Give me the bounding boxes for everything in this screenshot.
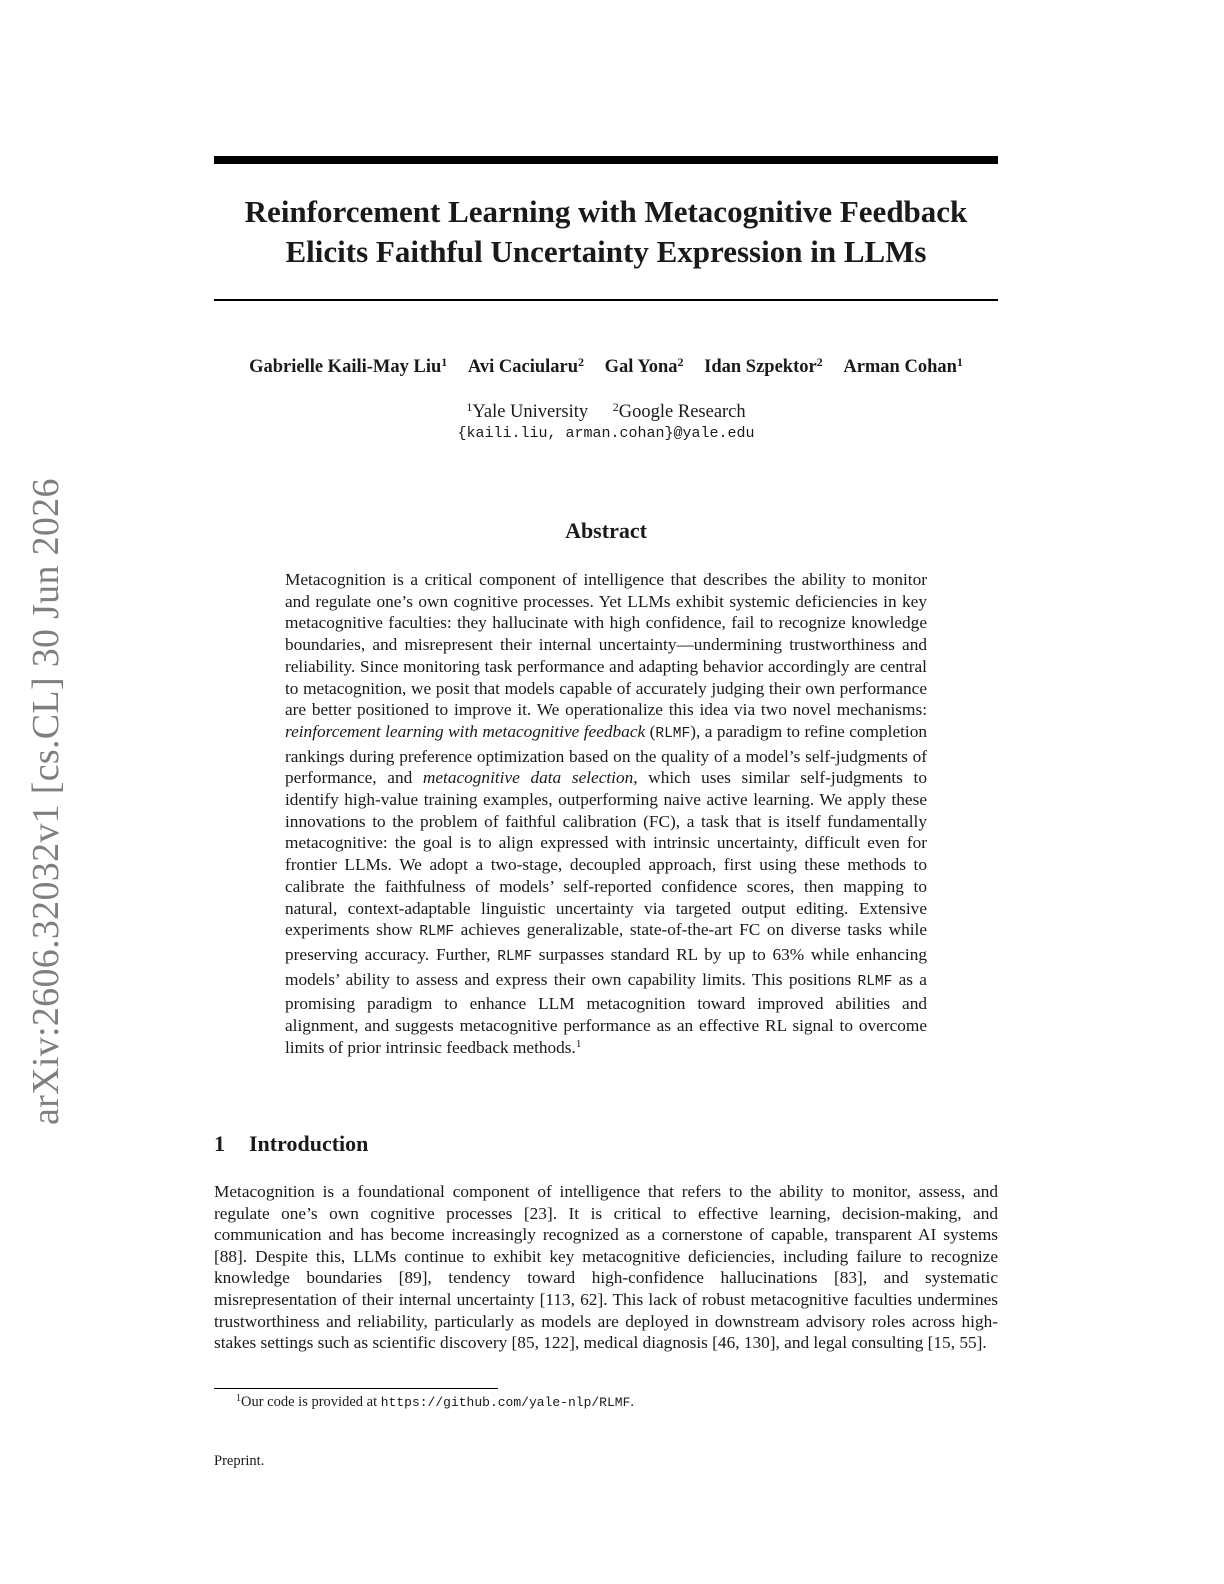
contact-email: {kaili.liu, arman.cohan}@yale.edu	[457, 425, 755, 442]
section-heading-introduction	[214, 1129, 368, 1159]
abstract-code-term: RLMF	[497, 948, 533, 965]
abstract-code-term: RLMF	[857, 973, 893, 990]
author-affiliation-mark: 2	[816, 355, 823, 369]
author-affiliation-mark: 1	[441, 355, 448, 369]
title-top-rule	[214, 156, 998, 164]
paper-title-line-2: Elicits Faithful Uncertainty Expression in LLMs	[285, 234, 927, 269]
affiliation-name: Google Research	[618, 402, 746, 422]
author	[468, 354, 584, 380]
author-list	[214, 354, 998, 380]
footnote-end: .	[630, 1394, 634, 1410]
affiliation	[466, 402, 588, 422]
abstract-text: Metacognition is a critical component of intelligence that describes the ability to monitor and regulate one’s own cognitive processes. Yet LLMs exhibit systemic deficiencies in key metacognitive faculties: they hallucinate with high confidence, fail to recognize knowledge boundaries, and misrepresent their internal uncertainty—undermining trustworthiness and reliability. Since monitoring task performance and adapting behavior accordingly are central to metacognition, we posit that models capable of accurately judging their own performance are better positioned to improve it. We operationalize this idea via two novel mechanisms:	[285, 570, 927, 720]
abstract-text: ), a paradigm to refine completion rankings during preference optimization based on the quality of a model’s self-judgments of performance, and	[285, 721, 927, 788]
author	[249, 354, 447, 380]
paper-title	[214, 192, 998, 272]
paper-title-line-1: Reinforcement Learning with Metacognitive Feedback	[244, 194, 968, 229]
author-affiliation-mark: 1	[956, 355, 963, 369]
title-bottom-rule	[214, 299, 998, 301]
author-name: Idan Szpektor	[704, 357, 817, 377]
section-title: Introduction	[249, 1131, 369, 1156]
author-name: Gal Yona	[604, 357, 678, 377]
footnote-code-link[interactable]: https://github.com/yale-nlp/RLMF	[380, 1395, 631, 1410]
abstract-code-term: RLMF	[419, 924, 455, 941]
abstract-emphasis: metacognitive data selection	[422, 768, 634, 788]
author-name: Avi Caciularu	[467, 357, 579, 377]
affiliation-mark: 2	[612, 400, 619, 414]
affiliation	[613, 402, 746, 422]
abstract-text: achieves generalizable, state-of-the-art FC on diverse tasks while preserving accuracy. Further,	[285, 920, 927, 964]
abstract-emphasis: reinforcement learning with metacognitive feedback	[285, 721, 646, 741]
introduction-paragraph: Metacognition is a foundational component of intelligence that refers to the ability to monitor, assess, and regulate one’s own cognitive processes [23]. It is critical to effective learning, decision-making, and communication and has become increasingly recognized as a cornerstone of capable, transparent AI systems [88]. Despite this, LLMs continue to exhibit key metacognitive deficiencies, including failure to recognize knowledge boundaries [89], tendency toward high-confidence hallucinations [83], and systematic misrepresentation of their internal uncertainty [113, 62]. This lack of robust metacognitive faculties undermines trustworthiness and reliability, particularly as models are deployed in downstream advisory roles across high-stakes settings such as scientific discovery [85, 122], medical diagnosis [46, 130], and legal consulting [15, 55].	[214, 1182, 998, 1353]
abstract-body	[285, 569, 927, 1058]
footnote	[214, 1392, 998, 1413]
abstract-heading: Abstract	[565, 518, 647, 543]
author	[605, 354, 684, 380]
abstract-text: surpasses standard RL by up to 63% while enhancing models’ ability to assess and express their own capability limits. This positions	[285, 944, 927, 989]
affiliation-name: Yale University	[472, 402, 589, 422]
footnote-text: Our code is provided at	[241, 1394, 381, 1410]
footnote-reference-mark[interactable]: 1	[575, 1037, 582, 1050]
author-name: Gabrielle Kaili-May Liu	[249, 357, 442, 377]
author-affiliation-mark: 2	[677, 355, 684, 369]
footnote-mark: 1	[236, 1393, 241, 1404]
author	[843, 354, 963, 380]
section-number: 1	[214, 1131, 225, 1156]
footnote-rule	[214, 1388, 498, 1389]
abstract-text: as a promising paradigm to enhance LLM metacognition toward improved abilities and alignment, and suggests metacognitive performance as an effective RL signal to overcome limits of prior intrinsic feedback methods.	[285, 969, 927, 1057]
author-name: Arman Cohan	[843, 357, 957, 377]
affiliation-mark: 1	[466, 400, 473, 414]
author	[704, 354, 823, 380]
abstract-text: (	[645, 721, 656, 741]
preprint-label: Preprint.	[214, 1453, 265, 1469]
abstract-code-term: RLMF	[655, 725, 691, 742]
affiliation-list	[214, 400, 998, 424]
author-affiliation-mark: 2	[578, 355, 585, 369]
abstract-text: , which uses similar self-judgments to identify high-value training examples, outperforming naive active learning. We apply these innovations to the problem of faithful calibration (FC), a task that is itself fundamentally metacognitive: the goal is to align expressed with intrinsic uncertainty, difficult even for frontier LLMs. We adopt a two-stage, decoupled approach, first using these methods to calibrate the faithfulness of models’ self-reported confidence scores, then mapping to natural, context-adaptable linguistic uncertainty via targeted output editing. Extensive experiments show	[285, 768, 928, 940]
arxiv-identifier-stamp: arXiv:2606.32032v1 [cs.CL] 30 Jun 2026	[25, 478, 67, 1125]
